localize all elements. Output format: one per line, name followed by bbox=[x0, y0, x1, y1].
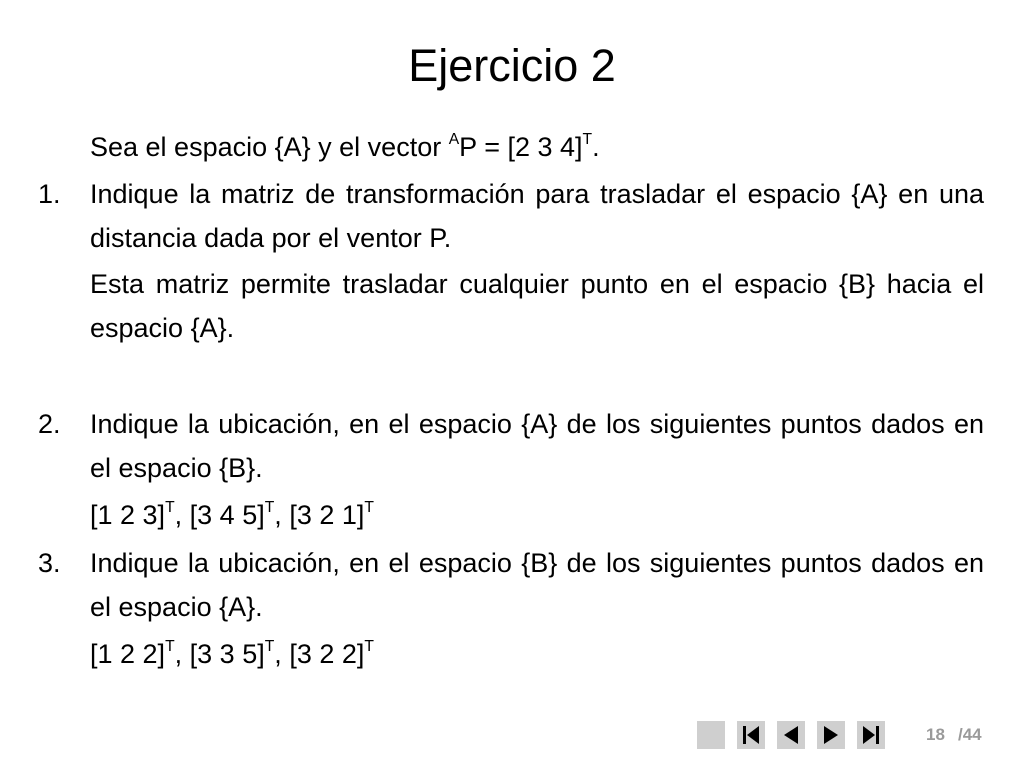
previous-page-button[interactable] bbox=[777, 721, 805, 749]
total-pages: /44 bbox=[958, 725, 982, 744]
intro-vector: P = [2 3 4] bbox=[459, 132, 583, 162]
blank-nav-button[interactable] bbox=[697, 721, 725, 749]
vector-list bbox=[90, 493, 374, 537]
transpose-mark: T bbox=[264, 638, 275, 656]
transpose-mark: T bbox=[364, 499, 374, 517]
separator: , bbox=[274, 500, 290, 530]
separator: , bbox=[174, 639, 190, 669]
first-page-icon bbox=[737, 721, 765, 749]
next-page-icon bbox=[817, 721, 845, 749]
intro-text: Sea el espacio {A} y el vector bbox=[90, 132, 449, 162]
transpose-mark: T bbox=[165, 638, 175, 656]
current-page-number: 18 bbox=[926, 725, 945, 744]
vector: [1 2 3] bbox=[90, 500, 166, 530]
transpose-mark: T bbox=[364, 638, 374, 656]
superscript-t: T bbox=[582, 131, 593, 149]
vector: [1 2 2] bbox=[90, 639, 166, 669]
first-page-button[interactable] bbox=[737, 721, 765, 749]
item-number: 1. bbox=[38, 179, 61, 209]
vector: [3 2 1] bbox=[289, 500, 365, 530]
last-page-button[interactable] bbox=[857, 721, 885, 749]
item-text: Indique la ubicación, en el espacio {A} de los siguientes puntos dados en el espacio {B}. bbox=[90, 409, 984, 483]
transpose-mark: T bbox=[165, 499, 175, 517]
intro-period: . bbox=[592, 132, 600, 162]
separator: , bbox=[174, 500, 190, 530]
item-note: Esta matriz permite trasladar cualquier punto en el espacio {B} hacia el espacio {A}. bbox=[90, 269, 984, 343]
vector: [3 2 2] bbox=[289, 639, 365, 669]
intro-line bbox=[90, 125, 600, 169]
vector-list bbox=[90, 632, 374, 676]
separator: , bbox=[274, 639, 290, 669]
previous-page-icon bbox=[777, 721, 805, 749]
item-text: Indique la matriz de transformación para trasladar el espacio {A} en una distancia dada por el ventor P. bbox=[90, 179, 984, 253]
last-page-icon bbox=[857, 721, 885, 749]
item-text: Indique la ubicación, en el espacio {B} de los siguientes puntos dados en el espacio {A}. bbox=[90, 548, 984, 622]
vector: [3 3 5] bbox=[189, 639, 265, 669]
transpose-mark: T bbox=[264, 499, 275, 517]
vector: [3 4 5] bbox=[189, 500, 265, 530]
superscript-a: A bbox=[448, 131, 460, 149]
slide-title: Ejercicio 2 bbox=[408, 40, 616, 91]
item-number: 2. bbox=[38, 409, 61, 439]
next-page-button[interactable] bbox=[817, 721, 845, 749]
item-number: 3. bbox=[38, 548, 61, 578]
